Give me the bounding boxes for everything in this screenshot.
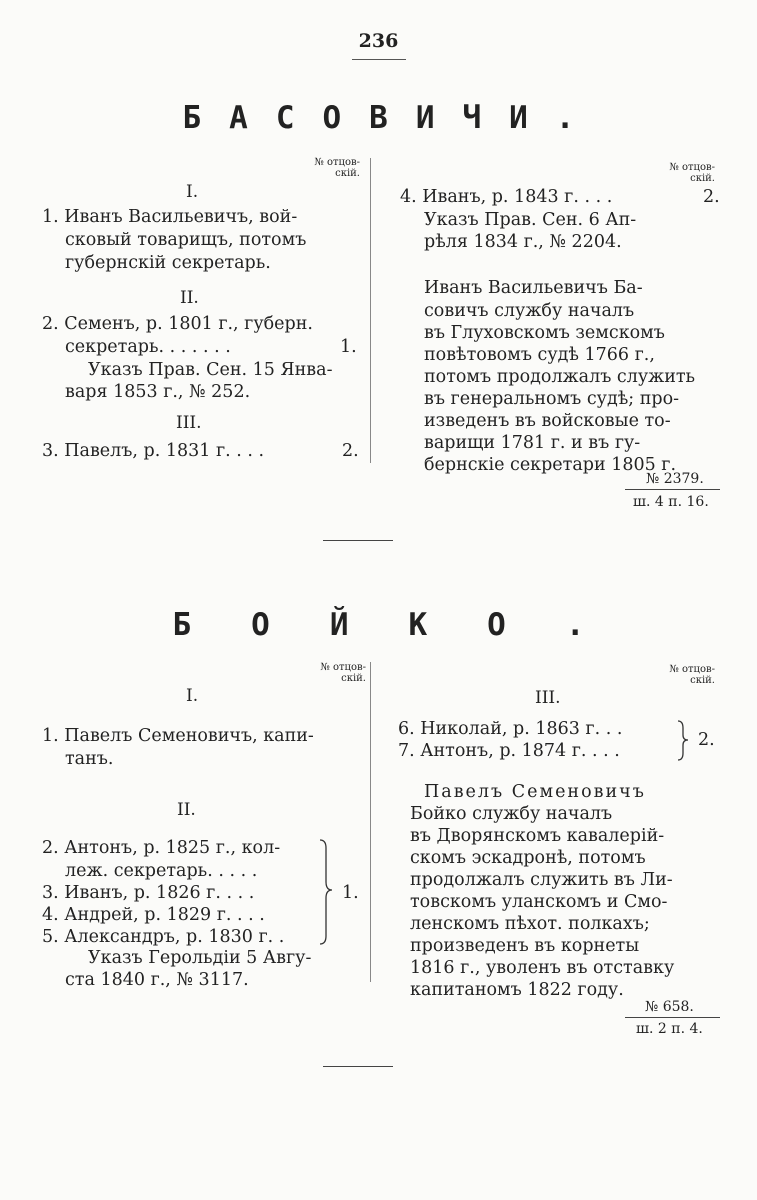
entry-1-line: губернскій секретарь. [65, 253, 271, 273]
biography-line: товскомъ уланскомъ и Смо- [410, 892, 668, 912]
biography-line: произведенъ въ корнеты [410, 936, 640, 956]
column-header-right: № отцов- скій. [669, 664, 715, 686]
surname-heading-basovichi: БАСОВИЧИ. [182, 100, 603, 136]
biography-line: въ Глуховскомъ земскомъ [424, 323, 665, 343]
child-entry: 3. Иванъ, р. 1826 г. . . . [42, 883, 255, 903]
generation-roman-1: I. [186, 686, 199, 706]
page-number: 236 [358, 30, 399, 52]
column-header-left: № отцов- скій. [314, 157, 360, 179]
generation-roman-2: II. [180, 288, 199, 308]
column-header-right: № отцов- скій. [669, 162, 715, 184]
generation-roman-2: II. [177, 800, 196, 820]
child-entry: 5. Александръ, р. 1830 г. . [42, 927, 285, 947]
entry-2-line: 2. Семенъ, р. 1801 г., губерн. [42, 314, 313, 334]
archive-rule [625, 1017, 720, 1018]
column-divider [370, 158, 371, 463]
child-entry: 2. Антонъ, р. 1825 г., кол- [42, 838, 281, 858]
biography-line: совичъ службу началъ [424, 301, 635, 321]
children-brace [318, 838, 342, 948]
biography-line: продолжалъ служить въ Ли- [410, 870, 673, 890]
decree-line: Указъ Прав. Сен. 15 Янва- [88, 360, 333, 380]
entry-1-line: танъ. [65, 749, 114, 769]
biography-line: Иванъ Васильевичъ Ба- [424, 278, 643, 298]
document-number: № 2379. [646, 471, 704, 487]
archive-shelf-mark: ш. 4 п. 16. [633, 494, 709, 510]
father-ref: 1. [340, 337, 357, 357]
section-separator [323, 540, 393, 541]
decree-line: Указъ Прав. Сен. 6 Ап- [424, 210, 637, 230]
grandchildren-brace [676, 719, 696, 763]
entry-1-line: 1. Иванъ Васильевичъ, вой- [42, 207, 298, 227]
page-number-rule [352, 59, 406, 60]
generation-roman-1: I. [186, 182, 199, 202]
column-divider [370, 662, 371, 982]
biography-line: варищи 1781 г. и въ гу- [424, 433, 641, 453]
biography-line: скомъ эскадронѣ, потомъ [410, 848, 646, 868]
biography-line: ленскомъ пѣхот. полкахъ; [410, 914, 650, 934]
decree-line: рѣля 1834 г., № 2204. [424, 232, 622, 252]
child-entry: 4. Андрей, р. 1829 г. . . . [42, 905, 265, 925]
decree-line: варя 1853 г., № 252. [65, 382, 251, 402]
generation-roman-3: III. [535, 688, 561, 708]
section-separator [323, 1066, 393, 1067]
biography-line: Павелъ Семеновичъ [424, 782, 646, 802]
decree-line: Указъ Герольдіи 5 Авгу- [88, 948, 312, 968]
document-number: № 658. [645, 999, 694, 1015]
father-ref: 2. [698, 730, 715, 750]
column-header-left: № отцов- скій. [320, 662, 366, 684]
child-entry: леж. секретарь. . . . . [65, 861, 258, 881]
grandchild-entry: 7. Антонъ, р. 1874 г. . . . [398, 741, 620, 761]
biography-line: 1816 г., уволенъ въ отставку [410, 958, 675, 978]
entry-3-line: 3. Павелъ, р. 1831 г. . . . [42, 441, 265, 461]
generation-roman-3: III. [176, 413, 202, 433]
grandchild-entry: 6. Николай, р. 1863 г. . . [398, 719, 623, 739]
surname-heading-boyko: БОЙКО. [172, 607, 645, 643]
biography-line: въ Дворянскомъ кавалерій- [410, 826, 665, 846]
decree-line: ста 1840 г., № 3117. [65, 970, 249, 990]
biography-line: капитаномъ 1822 году. [410, 980, 624, 1000]
biography-line: потомъ продолжалъ служить [424, 367, 696, 387]
entry-1-line: сковый товарищъ, потомъ [65, 230, 307, 250]
biography-line: повѣтовомъ судѣ 1766 г., [424, 345, 655, 365]
biography-line: бернскіе секретари 1805 г. [424, 455, 677, 475]
biography-line: въ генеральномъ судѣ; про- [424, 389, 680, 409]
father-ref: 1. [342, 883, 359, 903]
biography-line: изведенъ въ войсковые то- [424, 411, 671, 431]
father-ref: 2. [342, 441, 359, 461]
archive-shelf-mark: ш. 2 п. 4. [636, 1021, 703, 1037]
biography-line: Бойко службу началъ [410, 804, 613, 824]
entry-4-line: 4. Иванъ, р. 1843 г. . . . [400, 187, 613, 207]
entry-1-line: 1. Павелъ Семеновичъ, капи- [42, 726, 314, 746]
archive-rule [625, 489, 720, 490]
entry-2-line: секретарь. . . . . . . [65, 337, 231, 357]
father-ref: 2. [703, 187, 720, 207]
